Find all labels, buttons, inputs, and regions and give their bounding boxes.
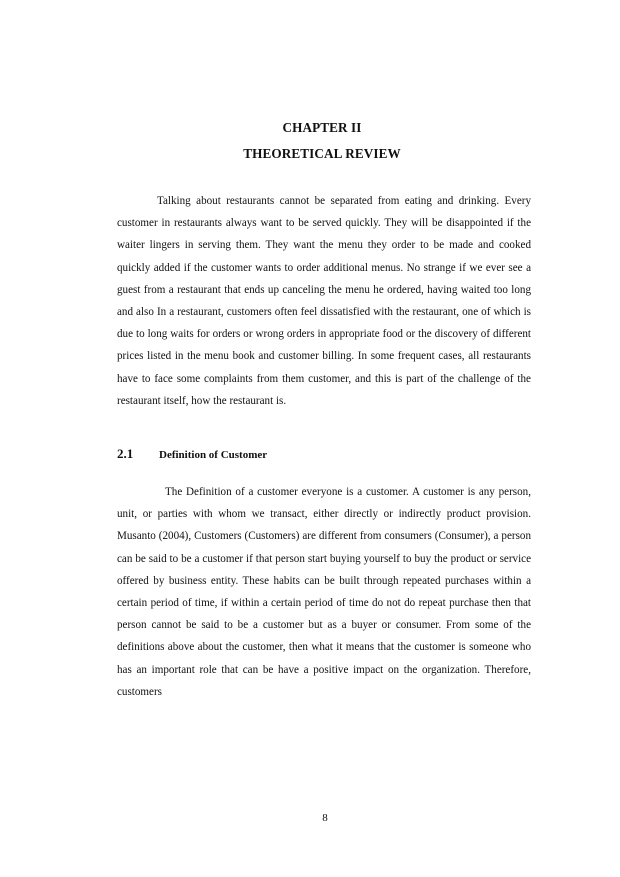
section-paragraph: The Definition of a customer everyone is a customer. A customer is any person, unit, or parties with whom we transact, either directly or indirectly product provision. Musanto (2004), Customers (Customers) are different from consumers (Consumer), a person can be said to be a customer if that person start buying yourself to buy the product or service offered by business entity. These habits can be built through repeated purchases within a certain period of time, if within a certain period of time do not do repeat purchase then that person cannot be said to be a customer but as a buyer or consumer. From some of the definitions above about the customer, then what it means that the customer is someone who has an important role that can be have a positive impact on the organization. Therefore, customers [117, 486, 531, 698]
page-number: 8 [322, 812, 328, 824]
chapter-title: THEORETICAL REVIEW [243, 146, 401, 161]
chapter-label: CHAPTER II [282, 120, 362, 135]
section-heading [117, 445, 267, 463]
section-number: 2.1 [117, 446, 134, 461]
intro-paragraph: Talking about restaurants cannot be separated from eating and drinking. Every customer in restaurants always want to be served quickly. They will be disappointed if the waiter lingers in serving them. They want the menu they order to be made and cooked quickly added if the customer wants to order additional menus. No strange if we ever see a guest from a restaurant that ends up canceling the menu he ordered, having waited too long and also In a restaurant, customers often feel dissatisfied with the restaurant, one of which is due to long waits for orders or wrong orders in appropriate food or the discovery of different prices listed in the menu book and customer billing. In some frequent cases, all restaurants have to face some complaints from them customer, and this is part of the challenge of the restaurant itself, how the restaurant is. [117, 195, 531, 407]
section-title: Definition of Customer [159, 449, 268, 461]
